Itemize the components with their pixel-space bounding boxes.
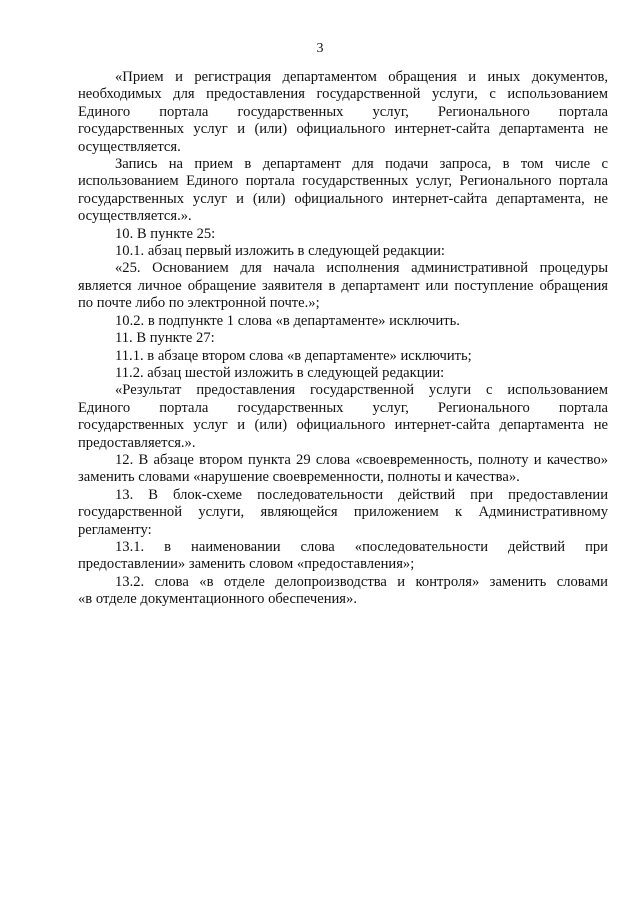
paragraph-line: необходимых для предоставления государственной услуги, с использованием — [78, 86, 608, 103]
paragraph — [78, 260, 608, 312]
paragraph — [78, 382, 608, 452]
paragraph-line: 12. В абзаце втором пункта 29 слова «своевременность, полноту и качество» — [115, 451, 608, 468]
paragraph — [78, 452, 608, 487]
paragraph-line: государственной услуги, являющейся приложением к Административному — [78, 504, 608, 521]
paragraph-line: 10.1. абзац первый изложить в следующей редакции: — [115, 243, 445, 260]
paragraph-line: 10.2. в подпункте 1 слова «в департаменте» исключить. — [115, 312, 460, 329]
page-number: 3 — [316, 41, 324, 56]
paragraph-line: предоставляется.». — [78, 434, 196, 451]
paragraph-line: «Результат предоставления государственной услуги с использованием — [115, 382, 608, 399]
paragraph-line: «Прием и регистрация департаментом обращения и иных документов, — [115, 69, 608, 85]
paragraph-line: осуществляется.». — [78, 208, 192, 225]
paragraph-line: Запись на прием в департамент для подачи запроса, в том числе с — [115, 156, 608, 173]
paragraph-line: 11.1. в абзаце втором слова «в департаменте» исключить; — [115, 347, 472, 364]
document-body — [78, 69, 608, 609]
paragraph — [78, 348, 608, 365]
paragraph-line: Единого портала государственных услуг, Регионального портала — [78, 103, 608, 120]
paragraph-line: государственных услуг и (или) официального интернет-сайта департамента не — [78, 417, 608, 434]
paragraph-line: предоставлении» заменить словом «предоставления»; — [78, 556, 415, 573]
paragraph — [78, 69, 608, 156]
paragraph-line: осуществляется. — [78, 138, 181, 155]
paragraph-line: 11.2. абзац шестой изложить в следующей редакции: — [115, 364, 445, 381]
paragraph — [78, 487, 608, 539]
paragraph — [78, 574, 608, 609]
paragraph-line: 13.2. слова «в отделе делопроизводства и контроля» заменить словами — [115, 573, 608, 590]
paragraph — [78, 156, 608, 226]
paragraph-line: Единого портала государственных услуг, Регионального портала — [78, 399, 608, 416]
paragraph-line: регламенту: — [78, 521, 152, 538]
paragraph — [78, 330, 608, 347]
paragraph-line: «25. Основанием для начала исполнения административной процедуры — [115, 260, 608, 277]
paragraph — [78, 243, 608, 260]
paragraph — [78, 313, 608, 330]
paragraph-line: использованием Единого портала государственных услуг, Регионального портала — [78, 173, 608, 190]
paragraph-line: 13.1. в наименовании слова «последовательности действий при — [115, 538, 608, 555]
paragraph-line: 11. В пункте 27: — [115, 330, 215, 347]
paragraph — [78, 226, 608, 243]
paragraph-line: по почте либо по электронной почте.»; — [78, 295, 320, 312]
paragraph — [78, 365, 608, 382]
paragraph-line: 10. В пункте 25: — [115, 225, 216, 242]
paragraph-line: государственных услуг и (или) официального интернет-сайта департамента, не — [78, 190, 608, 207]
paragraph-line: 13. В блок-схеме последовательности действий при предоставлении — [115, 486, 608, 503]
paragraph-line: «в отделе документационного обеспечения». — [78, 591, 357, 608]
paragraph-line: государственных услуг и (или) официального интернет-сайта департамента не — [78, 121, 608, 138]
paragraph — [78, 539, 608, 574]
paragraph-line: является личное обращение заявителя в департамент или поступление обращения — [78, 277, 608, 294]
paragraph-line: заменить словами «нарушение своевременности, полноты и качества». — [78, 469, 520, 486]
